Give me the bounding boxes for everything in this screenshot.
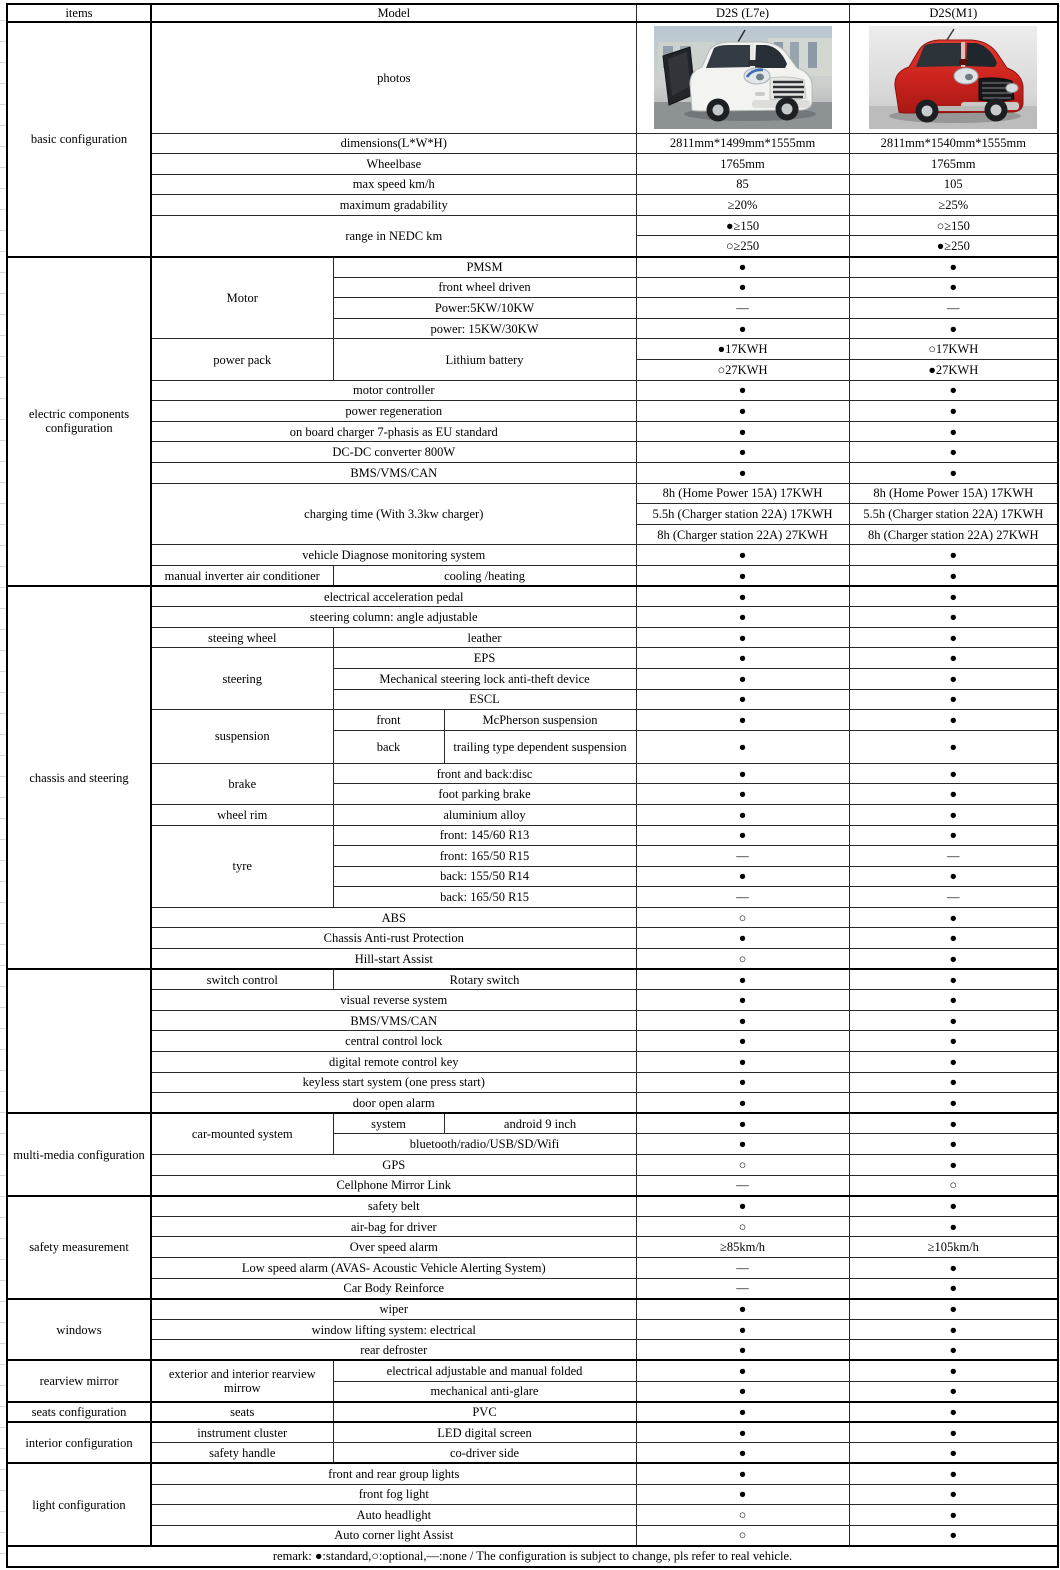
photo-cell-l7e <box>636 22 849 133</box>
item-label: Power:5KW/10KW <box>333 298 636 319</box>
item-label: air-bag for driver <box>151 1216 636 1237</box>
category-cell: windows <box>7 1299 151 1361</box>
value-symbol: ● <box>636 866 849 887</box>
value-symbol: ● <box>849 1155 1058 1176</box>
item-label: max speed km/h <box>151 174 636 195</box>
value-symbol: ○ <box>636 1525 849 1546</box>
item-label: Auto corner light Assist <box>151 1525 636 1546</box>
value-symbol: ● <box>849 763 1058 784</box>
value-symbol: ● <box>849 648 1058 669</box>
value-symbol: ● <box>636 1402 849 1423</box>
item-label: Chassis Anti-rust Protection <box>151 928 636 949</box>
item-label: motor controller <box>151 380 636 401</box>
item-label: Low speed alarm (AVAS- Acoustic Vehicle Alerting System) <box>151 1257 636 1278</box>
value-symbol: ● <box>849 1031 1058 1052</box>
value-symbol: — <box>849 298 1058 319</box>
item-label: mechanical anti-glare <box>333 1381 636 1402</box>
photo-cell-m1 <box>849 22 1058 133</box>
value-symbol: ● <box>636 565 849 586</box>
value-symbol: ● <box>849 380 1058 401</box>
value-symbol: ● <box>849 969 1058 990</box>
value-symbol: ● <box>636 545 849 566</box>
value-cell: ●≥150 <box>636 215 849 236</box>
item-label: PMSM <box>333 257 636 278</box>
item-label: switch control <box>151 969 333 990</box>
item-label: Motor <box>151 257 333 339</box>
value-cell: ○27KWH <box>636 360 849 381</box>
item-label: Mechanical steering lock anti-theft device <box>333 668 636 689</box>
column-header: D2S (L7e) <box>636 4 849 22</box>
item-label: back <box>333 730 444 763</box>
value-symbol: ● <box>849 1010 1058 1031</box>
value-symbol: ● <box>849 1484 1058 1505</box>
value-symbol: ● <box>636 380 849 401</box>
value-cell: ≥85km/h <box>636 1237 849 1258</box>
item-label: visual reverse system <box>151 990 636 1011</box>
item-label: Over speed alarm <box>151 1237 636 1258</box>
item-label: keyless start system (one press start) <box>151 1072 636 1093</box>
value-symbol: ● <box>636 668 849 689</box>
item-label: door open alarm <box>151 1093 636 1114</box>
value-symbol: ● <box>636 1113 849 1134</box>
value-cell: ●17KWH <box>636 339 849 360</box>
item-label: steering <box>151 648 333 710</box>
item-label: wheel rim <box>151 804 333 825</box>
item-label: photos <box>151 22 636 133</box>
value-symbol: ● <box>636 1299 849 1320</box>
value-symbol: ● <box>636 784 849 805</box>
category-cell: electric components configuration <box>7 257 151 587</box>
value-symbol: ● <box>636 825 849 846</box>
value-symbol: ● <box>636 421 849 442</box>
value-symbol: ● <box>636 1052 849 1073</box>
item-label: Rotary switch <box>333 969 636 990</box>
item-label: power regeneration <box>151 401 636 422</box>
item-label: Cellphone Mirror Link <box>151 1175 636 1196</box>
item-label: maximum gradability <box>151 195 636 216</box>
value-symbol: ● <box>636 648 849 669</box>
item-label: electrical adjustable and manual folded <box>333 1360 636 1381</box>
item-label: charging time (With 3.3kw charger) <box>151 483 636 545</box>
item-label: trailing type dependent suspension <box>444 730 636 763</box>
value-cell: ○≥250 <box>636 236 849 257</box>
value-symbol: — <box>636 846 849 867</box>
value-cell: 1765mm <box>849 154 1058 175</box>
charging-time-value: 8h (Charger station 22A) 27KWH <box>849 524 1058 545</box>
charging-time-value: 8h (Home Power 15A) 17KWH <box>636 483 849 504</box>
item-label: window lifting system: electrical <box>151 1319 636 1340</box>
value-cell: ●27KWH <box>849 360 1058 381</box>
value-symbol: ● <box>849 1402 1058 1423</box>
value-symbol: ● <box>849 1299 1058 1320</box>
item-label: on board charger 7-phasis as EU standard <box>151 421 636 442</box>
value-symbol: ● <box>849 1052 1058 1073</box>
value-symbol: — <box>849 846 1058 867</box>
value-symbol: ● <box>636 969 849 990</box>
item-label: ABS <box>151 907 636 928</box>
value-symbol: ● <box>849 586 1058 607</box>
category-cell: safety measurement <box>7 1196 151 1299</box>
category-cell: light configuration <box>7 1463 151 1545</box>
value-symbol: ● <box>849 1093 1058 1114</box>
item-label: safety handle <box>151 1443 333 1464</box>
value-symbol: ● <box>849 1113 1058 1134</box>
value-cell: ●≥250 <box>849 236 1058 257</box>
item-label: GPS <box>151 1155 636 1176</box>
item-label: LED digital screen <box>333 1422 636 1443</box>
value-symbol: ● <box>849 866 1058 887</box>
value-symbol: ● <box>636 463 849 484</box>
item-label: co-driver side <box>333 1443 636 1464</box>
item-label: EPS <box>333 648 636 669</box>
value-symbol: ● <box>849 318 1058 339</box>
item-label: aluminium alloy <box>333 804 636 825</box>
item-label: front <box>333 710 444 731</box>
value-symbol: ○ <box>636 1155 849 1176</box>
value-symbol: ○ <box>636 949 849 970</box>
category-cell <box>7 969 151 1113</box>
item-label: Wheelbase <box>151 154 636 175</box>
value-symbol: ● <box>849 1340 1058 1361</box>
column-header: D2S(M1) <box>849 4 1058 22</box>
item-label: central control lock <box>151 1031 636 1052</box>
category-cell: interior configuration <box>7 1422 151 1463</box>
value-symbol: ● <box>636 627 849 648</box>
value-cell: ≥25% <box>849 195 1058 216</box>
value-symbol: ● <box>849 607 1058 628</box>
value-symbol: ● <box>636 586 849 607</box>
item-label: system <box>333 1113 444 1134</box>
value-symbol: ● <box>849 1443 1058 1464</box>
charging-time-value: 8h (Home Power 15A) 17KWH <box>849 483 1058 504</box>
value-symbol: — <box>636 1175 849 1196</box>
item-label: BMS/VMS/CAN <box>151 463 636 484</box>
item-label: brake <box>151 763 333 804</box>
value-symbol: ● <box>849 825 1058 846</box>
value-symbol: ○ <box>636 907 849 928</box>
value-cell: 105 <box>849 174 1058 195</box>
value-symbol: ○ <box>636 1505 849 1526</box>
value-symbol: — <box>849 887 1058 908</box>
charging-time-value: 5.5h (Charger station 22A) 17KWH <box>849 504 1058 525</box>
value-symbol: ● <box>636 1093 849 1114</box>
value-cell: ○≥150 <box>849 215 1058 236</box>
value-symbol: ● <box>849 990 1058 1011</box>
item-label: front wheel driven <box>333 277 636 298</box>
value-symbol: ● <box>849 545 1058 566</box>
value-symbol: ● <box>849 784 1058 805</box>
item-label: range in NEDC km <box>151 215 636 256</box>
item-label: digital remote control key <box>151 1052 636 1073</box>
value-symbol: ● <box>849 1072 1058 1093</box>
value-symbol: ● <box>636 1422 849 1443</box>
value-cell: ≥105km/h <box>849 1237 1058 1258</box>
item-label: instrument cluster <box>151 1422 333 1443</box>
item-label: BMS/VMS/CAN <box>151 1010 636 1031</box>
value-symbol: ● <box>849 668 1058 689</box>
item-label: front and back:disc <box>333 763 636 784</box>
item-label: front and rear group lights <box>151 1463 636 1484</box>
value-symbol: ● <box>849 421 1058 442</box>
item-label: wiper <box>151 1299 636 1320</box>
value-symbol: ● <box>849 1463 1058 1484</box>
item-label: cooling /heating <box>333 565 636 586</box>
value-symbol: ● <box>636 607 849 628</box>
value-symbol: ● <box>636 928 849 949</box>
value-symbol: ● <box>636 277 849 298</box>
charging-time-value: 5.5h (Charger station 22A) 17KWH <box>636 504 849 525</box>
value-symbol: ● <box>636 1484 849 1505</box>
value-symbol: ● <box>636 1010 849 1031</box>
item-label: bluetooth/radio/USB/SD/Wifi <box>333 1134 636 1155</box>
value-symbol: ● <box>636 442 849 463</box>
item-label: car-mounted system <box>151 1113 333 1154</box>
item-label: seats <box>151 1402 333 1423</box>
item-label: Hill-start Assist <box>151 949 636 970</box>
item-label: exterior and interior rearview mirrow <box>151 1360 333 1401</box>
value-symbol: ○ <box>636 1216 849 1237</box>
value-cell: 2811mm*1499mm*1555mm <box>636 133 849 154</box>
item-label: power pack <box>151 339 333 380</box>
value-symbol: ● <box>636 689 849 710</box>
value-symbol: ● <box>849 689 1058 710</box>
value-symbol: ● <box>849 1216 1058 1237</box>
value-symbol: ● <box>849 1257 1058 1278</box>
value-symbol: ● <box>849 1360 1058 1381</box>
value-symbol: ● <box>636 318 849 339</box>
value-symbol: — <box>636 1278 849 1299</box>
value-symbol: ● <box>636 990 849 1011</box>
value-symbol: ○ <box>849 1175 1058 1196</box>
value-symbol: ● <box>636 730 849 763</box>
value-symbol: ● <box>636 401 849 422</box>
item-label: suspension <box>151 710 333 764</box>
item-label: ESCL <box>333 689 636 710</box>
value-symbol: ● <box>636 1360 849 1381</box>
value-symbol: ● <box>849 277 1058 298</box>
value-cell: ○17KWH <box>849 339 1058 360</box>
value-symbol: — <box>636 887 849 908</box>
legend-remark: remark: ●:standard,○:optional,—:none / The configuration is subject to change, pls refer to real vehicle. <box>7 1546 1058 1567</box>
value-symbol: ● <box>636 1443 849 1464</box>
value-symbol: ● <box>849 1319 1058 1340</box>
category-cell: rearview mirror <box>7 1360 151 1401</box>
item-label: DC-DC converter 800W <box>151 442 636 463</box>
item-label: back: 165/50 R15 <box>333 887 636 908</box>
value-symbol: ● <box>849 730 1058 763</box>
value-symbol: ● <box>636 1072 849 1093</box>
item-label: Car Body Reinforce <box>151 1278 636 1299</box>
category-cell: basic configuration <box>7 22 151 257</box>
item-label: vehicle Diagnose monitoring system <box>151 545 636 566</box>
item-label: electrical acceleration pedal <box>151 586 636 607</box>
item-label: tyre <box>151 825 333 907</box>
vehicle-photo-m1 <box>869 26 1037 129</box>
value-symbol: ● <box>849 907 1058 928</box>
item-label: Lithium battery <box>333 339 636 380</box>
value-symbol: ● <box>849 1505 1058 1526</box>
column-header: items <box>7 4 151 22</box>
value-symbol: ● <box>849 1422 1058 1443</box>
item-label: rear defroster <box>151 1340 636 1361</box>
value-symbol: ● <box>849 1134 1058 1155</box>
value-cell: ≥20% <box>636 195 849 216</box>
item-label: power: 15KW/30KW <box>333 318 636 339</box>
value-cell: 85 <box>636 174 849 195</box>
item-label: front fog light <box>151 1484 636 1505</box>
item-label: dimensions(L*W*H) <box>151 133 636 154</box>
value-symbol: — <box>636 1257 849 1278</box>
value-symbol: ● <box>636 710 849 731</box>
item-label: manual inverter air conditioner <box>151 565 333 586</box>
value-symbol: ● <box>849 928 1058 949</box>
value-symbol: ● <box>849 804 1058 825</box>
item-label: Auto headlight <box>151 1505 636 1526</box>
item-label: steeing wheel <box>151 627 333 648</box>
item-label: back: 155/50 R14 <box>333 866 636 887</box>
value-symbol: ● <box>849 565 1058 586</box>
value-symbol: ● <box>636 804 849 825</box>
value-symbol: ● <box>636 1381 849 1402</box>
category-cell: multi-media configuration <box>7 1113 151 1195</box>
item-label: PVC <box>333 1402 636 1423</box>
value-symbol: ● <box>636 1134 849 1155</box>
value-symbol: ● <box>636 1319 849 1340</box>
value-symbol: ● <box>849 949 1058 970</box>
item-label: foot parking brake <box>333 784 636 805</box>
vehicle-photo-l7e <box>654 26 832 129</box>
category-cell: chassis and steering <box>7 586 151 969</box>
value-symbol: ● <box>636 1340 849 1361</box>
value-symbol: ● <box>849 1196 1058 1217</box>
value-symbol: ● <box>849 710 1058 731</box>
item-label: front: 165/50 R15 <box>333 846 636 867</box>
item-label: McPherson suspension <box>444 710 636 731</box>
charging-time-value: 8h (Charger station 22A) 27KWH <box>636 524 849 545</box>
value-symbol: — <box>636 298 849 319</box>
item-label: leather <box>333 627 636 648</box>
vehicle-spec-table <box>6 3 1059 1568</box>
value-symbol: ● <box>849 442 1058 463</box>
column-header: Model <box>151 4 636 22</box>
value-symbol: ● <box>636 1196 849 1217</box>
value-symbol: ● <box>849 1278 1058 1299</box>
item-label: android 9 inch <box>444 1113 636 1134</box>
value-symbol: ● <box>636 1031 849 1052</box>
value-symbol: ● <box>636 257 849 278</box>
value-symbol: ● <box>849 1525 1058 1546</box>
value-cell: 2811mm*1540mm*1555mm <box>849 133 1058 154</box>
item-label: steering column: angle adjustable <box>151 607 636 628</box>
value-cell: 1765mm <box>636 154 849 175</box>
value-symbol: ● <box>849 1381 1058 1402</box>
value-symbol: ● <box>636 1463 849 1484</box>
item-label: safety belt <box>151 1196 636 1217</box>
value-symbol: ● <box>636 763 849 784</box>
item-label: front: 145/60 R13 <box>333 825 636 846</box>
category-cell: seats configuration <box>7 1402 151 1423</box>
value-symbol: ● <box>849 257 1058 278</box>
value-symbol: ● <box>849 627 1058 648</box>
value-symbol: ● <box>849 401 1058 422</box>
value-symbol: ● <box>849 463 1058 484</box>
